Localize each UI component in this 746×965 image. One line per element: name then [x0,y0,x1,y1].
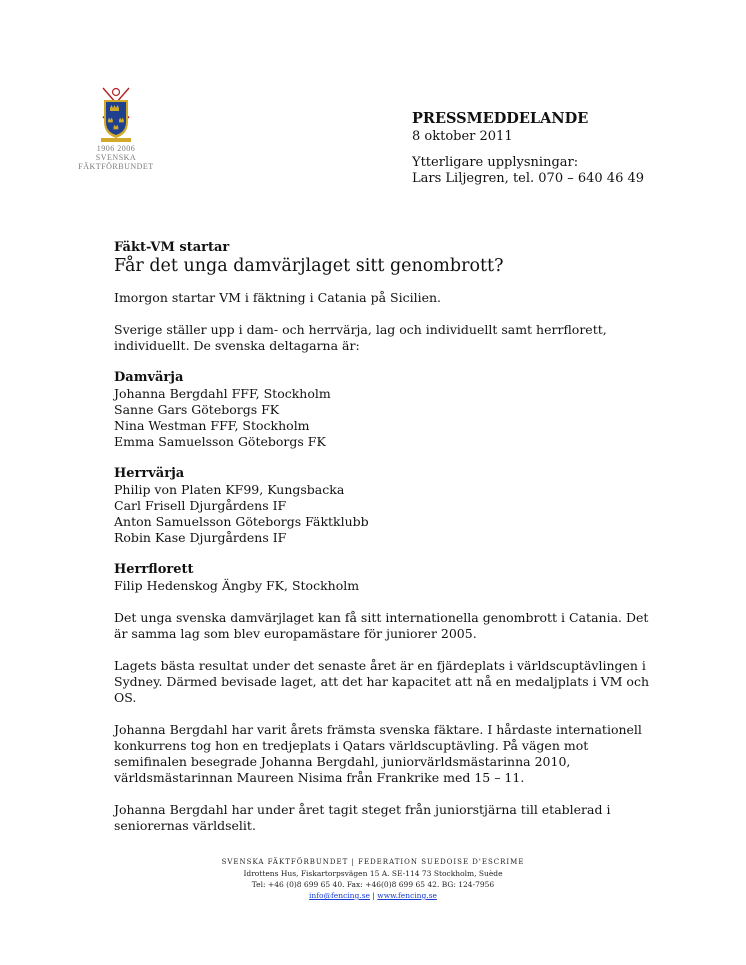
list-item: Sanne Gars Göteborgs FK [114,402,280,417]
paragraph-team: Det unga svenska damvärjlaget kan få sitt internationella genombrott i Catania. Det är samma lag som blev europamästare för juniorer 2005. [114,610,649,641]
paragraph-closing: Johanna Bergdahl har under året tagit steget från juniorstjärna till etablerad i seniorernas världselit. [114,802,611,833]
press-header [412,111,644,187]
participant-list [114,386,654,450]
logo-line1: SVENSKA [95,153,137,162]
paragraph-results: Lagets bästa resultat under det senaste året är en fjärdeplats i världscuptävlingen i Sydney. Därmed bevisade laget, att det har kapacitet att nå en medaljplats i VM och OS. [114,658,649,705]
contact-line: Lars Liljegren, tel. 070 – 640 46 49 [412,171,645,186]
paragraph-bergdahl: Johanna Bergdahl har varit årets främsta svenska fäktare. I hårdaste internationell konkurrens tog hon en tredjeplats i Qatars världscuptävling. På vägen mot semifinalen besegrade Johanna Bergdahl, juniorvärldsmästarinna 2010, världsmästarinnan Maureen Nisima från Frankrike med 15 – 11. [114,722,642,785]
article-kicker: Fäkt-VM startar [114,240,230,255]
participants-paragraph: Sverige ställer upp i dam- och herrvärja, lag och individuellt samt herrflorett, individuellt. De svenska deltagarna är: [114,322,607,353]
section-heading: Herrvärja [114,466,185,481]
section-herrflorett [114,562,654,594]
link-separator: | [369,891,378,900]
section-herrvarja [114,466,654,546]
list-item: Carl Frisell Djurgårdens IF [114,498,287,513]
intro-paragraph: Imorgon startar VM i fäktning i Catania på Sicilien. [114,290,441,305]
section-heading: Herrflorett [114,562,194,577]
list-item: Johanna Bergdahl FFF, Stockholm [114,386,331,401]
list-item: Emma Samuelsson Göteborgs FK [114,434,326,449]
list-item: Nina Westman FFF, Stockholm [114,418,310,433]
participant-list [114,578,654,594]
footer-phone: Tel: +46 (0)8 699 65 40. Fax: +46(0)8 699 65 42. BG: 124-7956 [251,880,495,889]
email-link[interactable]: info@fencing.se [309,891,370,900]
list-item: Philip von Platen KF99, Kungsbacka [114,482,345,497]
footer-org: SVENSKA FÄKTFÖRBUNDET | FEDERATION SUEDOISE D'ESCRIME [221,858,525,866]
footer-links [0,890,746,901]
website-link[interactable]: www.fencing.se [377,891,437,900]
section-damvarja [114,370,654,450]
article-body [114,240,654,850]
logo-line2: FÄKTFÖRBUNDET [78,162,154,171]
footer-address: Idrottens Hus, Fiskartorpsvägen 15 A. SE-114 73 Stockholm, Suède [243,869,503,878]
list-item: Filip Hedenskog Ängby FK, Stockholm [114,578,360,593]
list-item: Anton Samuelsson Göteborgs Fäktklubb [114,514,369,529]
crest-icon [91,84,141,144]
press-title: PRESSMEDDELANDE [412,110,589,127]
info-label: Ytterligare upplysningar: [412,155,579,170]
participant-list [114,482,654,546]
article-headline: Får det unga damvärjlaget sitt genombrott? [114,256,504,276]
list-item: Robin Kase Djurgårdens IF [114,530,287,545]
section-heading: Damvärja [114,370,184,385]
federation-logo [73,84,159,171]
press-date: 8 oktober 2011 [412,129,513,144]
page-footer [0,857,746,901]
logo-years: 1906 2006 [96,144,136,153]
